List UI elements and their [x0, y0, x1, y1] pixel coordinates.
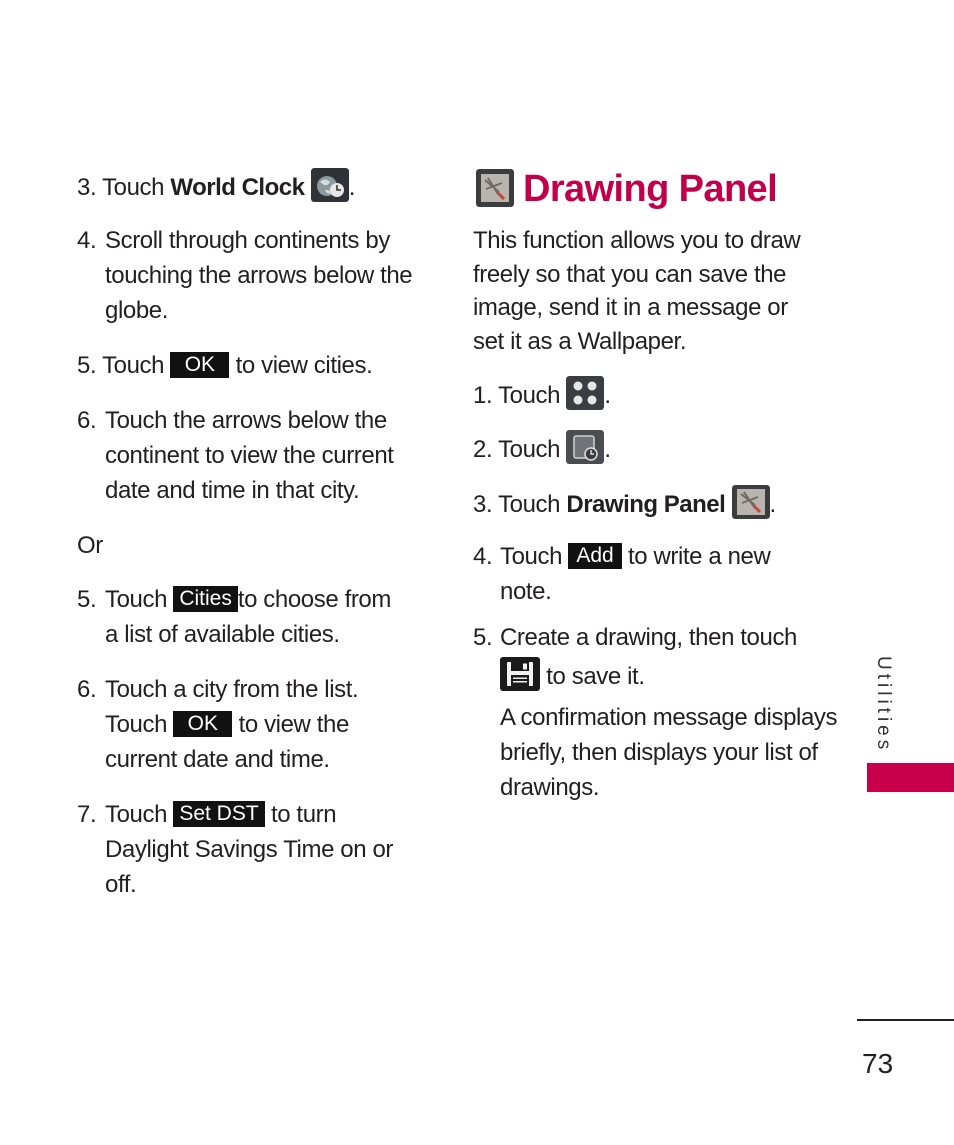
- left-step-6b: 6. Touch a city from the list. Touch OK to view the current date and time.: [77, 676, 359, 773]
- right-step-4: 4. Touch Add to write a new note.: [473, 543, 771, 605]
- save-icon[interactable]: [500, 657, 540, 691]
- right-step-2: 2. Touch .: [473, 430, 611, 467]
- section-tab-label: Utilities: [873, 656, 894, 754]
- right-step-1: 1. Touch .: [473, 376, 611, 413]
- section-tab-marker: [867, 763, 954, 792]
- or-label: Or: [77, 532, 103, 559]
- confirmation-note: A confirmation message displays briefly, then displays your list of drawings.: [500, 704, 838, 801]
- intro-paragraph: This function allows you to draw freely so that you can save the image, send it in a message or set it as a Wallpaper.: [473, 227, 801, 355]
- right-step-3: 3. Touch Drawing Panel .: [473, 485, 776, 522]
- footer-rule: [857, 1019, 954, 1021]
- page-title: Drawing Panel: [523, 168, 778, 210]
- right-step-5: 5. Create a drawing, then touch to save it.: [473, 624, 797, 690]
- world-clock-label: World Clock: [170, 174, 305, 201]
- ok-button[interactable]: OK: [173, 711, 232, 737]
- world-clock-icon[interactable]: [311, 168, 349, 202]
- drawing-panel-icon[interactable]: [732, 485, 770, 519]
- left-step-7: 7. Touch Set DST to turn Daylight Savings Time on or off.: [77, 801, 394, 898]
- ok-button[interactable]: OK: [170, 352, 229, 378]
- left-step-5b: 5. Touch Cities to choose from a list of available cities.: [77, 586, 391, 648]
- add-button[interactable]: Add: [568, 543, 621, 569]
- left-step-6a: 6. Touch the arrows below the continent to view the current date and time in that city.: [77, 407, 394, 504]
- set-dst-button[interactable]: Set DST: [173, 801, 264, 827]
- drawing-panel-icon: [476, 169, 514, 207]
- cities-button[interactable]: Cities: [173, 586, 238, 612]
- page-number: 73: [862, 1048, 894, 1079]
- tools-icon[interactable]: [566, 430, 604, 464]
- left-step-5a: 5. Touch OK to view cities.: [77, 352, 373, 379]
- menu-grid-icon[interactable]: [566, 376, 604, 410]
- left-step-3: 3. Touch World Clock .: [77, 168, 355, 205]
- drawing-panel-label: Drawing Panel: [566, 491, 726, 518]
- left-step-4: 4. Scroll through continents by touching the arrows below the globe.: [77, 227, 413, 324]
